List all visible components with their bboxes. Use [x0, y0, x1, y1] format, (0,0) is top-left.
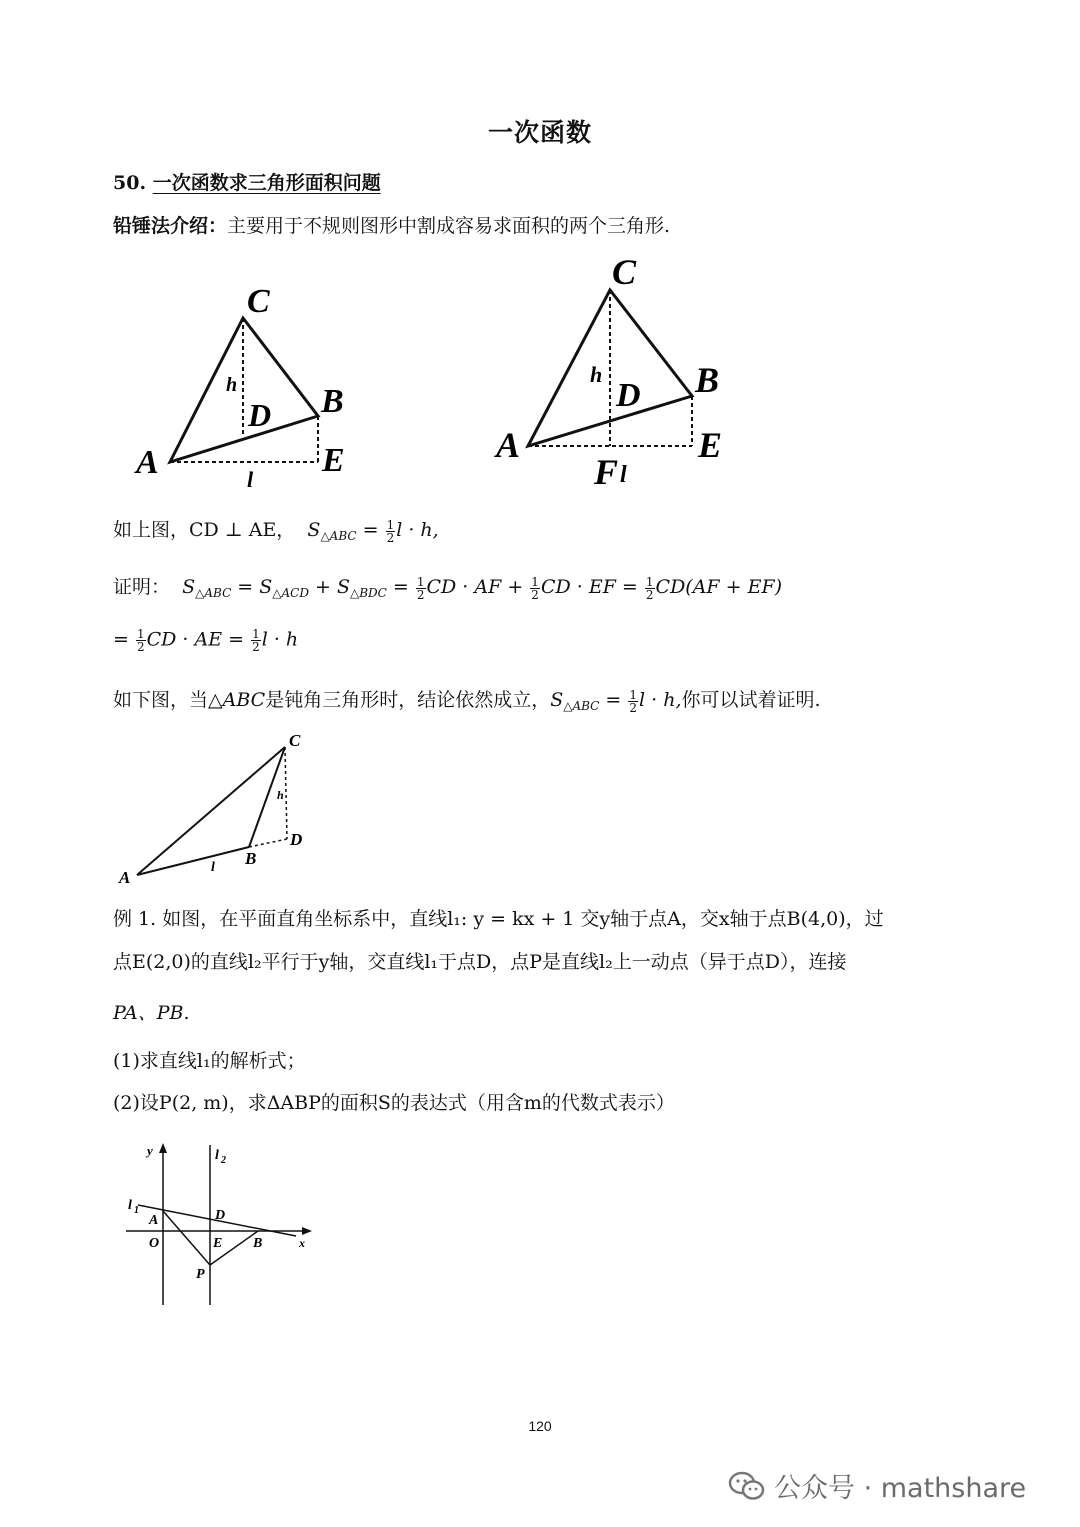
statement-prefix: 如上图，CD ⊥ AE， — [113, 519, 296, 541]
example-line-1: 例 1. 如图，在平面直角坐标系中，直线l₁: y = kx + 1 交y轴于点A，交x轴于点B(4,0)，过 — [113, 908, 884, 930]
label-c: C — [289, 731, 301, 750]
intro-paragraph — [113, 211, 670, 238]
label-p: P — [196, 1267, 205, 1282]
label-l: l — [211, 860, 215, 875]
obtuse-note: 如下图，当△ABC是钝角三角形时，结论依然成立，$S_{\triangle ABC}$ = $\frac{1}{2}$ l · h,你可以试着证明. — [113, 687, 821, 715]
watermark — [728, 1466, 1026, 1505]
label-y: y — [147, 1143, 153, 1158]
wechat-icon — [728, 1470, 766, 1502]
label-x: x — [299, 1236, 305, 1250]
intro-text: 主要用于不规则图形中割成容易求面积的两个三角形. — [227, 215, 671, 237]
label-b: B — [321, 383, 344, 420]
question-1: (1)求直线l₁的解析式； — [113, 1050, 306, 1072]
page-title: 一次函数 — [487, 118, 592, 147]
figure-triangle-with-foot — [490, 250, 740, 490]
section-title: 一次函数求三角形面积问题 — [152, 172, 381, 194]
proof-continuation: = $\frac{1}{2}$ CD · AE = $\frac{1}{2}$ l · h — [113, 627, 299, 654]
segment-pa — [163, 1211, 210, 1265]
label-b: B — [695, 360, 720, 400]
proof-prefix: 证明： — [113, 576, 171, 598]
section-number: 50. — [113, 172, 147, 194]
label-d: D — [215, 1208, 226, 1223]
label-l: l — [620, 462, 627, 488]
label-l1: l — [128, 1198, 132, 1213]
label-a: A — [149, 1213, 159, 1228]
label-a: A — [496, 425, 521, 465]
label-l2: l — [215, 1148, 219, 1163]
obtuse-suffix: 你可以试着证明. — [681, 689, 821, 711]
section-heading — [113, 168, 381, 195]
label-h: h — [590, 362, 603, 387]
statement-line: 如上图，CD ⊥ AE， $S_{\triangle ABC}$ = $\frac{1}{2}$ l · h, — [113, 517, 439, 545]
obtuse-mid: 是钝角三角形时，结论依然成立， — [265, 689, 551, 711]
label-h: h — [277, 788, 284, 802]
label-d: D — [248, 397, 272, 433]
obtuse-prefix: 如下图，当△ — [113, 689, 223, 711]
question-2: (2)设P(2, m)，求ΔABP的面积S的表达式（用含m的代数式表示） — [113, 1092, 675, 1114]
example-line-2: 点E(2,0)的直线l₂平行于y轴，交直线l₁于点D，点P是直线l₂上一动点（异于点D），连接 — [113, 951, 847, 973]
label-e: E — [322, 442, 345, 479]
intro-label: 铅锤法介绍： — [113, 215, 228, 237]
label-l1-sub: 1 — [134, 1205, 139, 1216]
label-a: A — [119, 868, 131, 887]
label-d: D — [290, 830, 303, 849]
figure-acute-triangle — [130, 280, 360, 490]
label-l2-sub: 2 — [221, 1155, 226, 1166]
label-b: B — [245, 849, 257, 868]
example-line-3: PA、PB. — [113, 1002, 190, 1024]
label-c: C — [612, 252, 637, 292]
label-o: O — [149, 1236, 160, 1251]
figure-obtuse-triangle — [115, 725, 325, 890]
label-e: E — [213, 1236, 223, 1251]
watermark-text: 公众号 · mathshare — [774, 1473, 1027, 1504]
label-f: F — [594, 452, 619, 490]
label-b: B — [253, 1236, 263, 1251]
label-d: D — [616, 377, 641, 414]
x-axis-arrow — [302, 1227, 312, 1235]
label-a: A — [136, 444, 159, 481]
y-axis-arrow — [159, 1143, 167, 1153]
page-number: 120 — [528, 1418, 552, 1434]
label-h: h — [226, 374, 238, 396]
height-cd — [285, 747, 287, 839]
proof-line: 证明： $S_{\triangle ABC} = S_{\triangle ACD} + S_{\triangle BDC}$ = $\frac{1}{2}$ CD · AF + $\frac{1}{2}$ CD · EF = $\frac{1}{2}$ CD(AF + EF) — [113, 574, 783, 602]
figure-coordinate-plane — [118, 1135, 318, 1310]
label-c: C — [247, 283, 270, 320]
label-l: l — [247, 467, 254, 490]
statement-tail: l · h, — [396, 519, 439, 541]
extension-bd — [249, 839, 287, 847]
label-e: E — [698, 425, 723, 465]
obtuse-abc: ABC — [222, 689, 266, 711]
